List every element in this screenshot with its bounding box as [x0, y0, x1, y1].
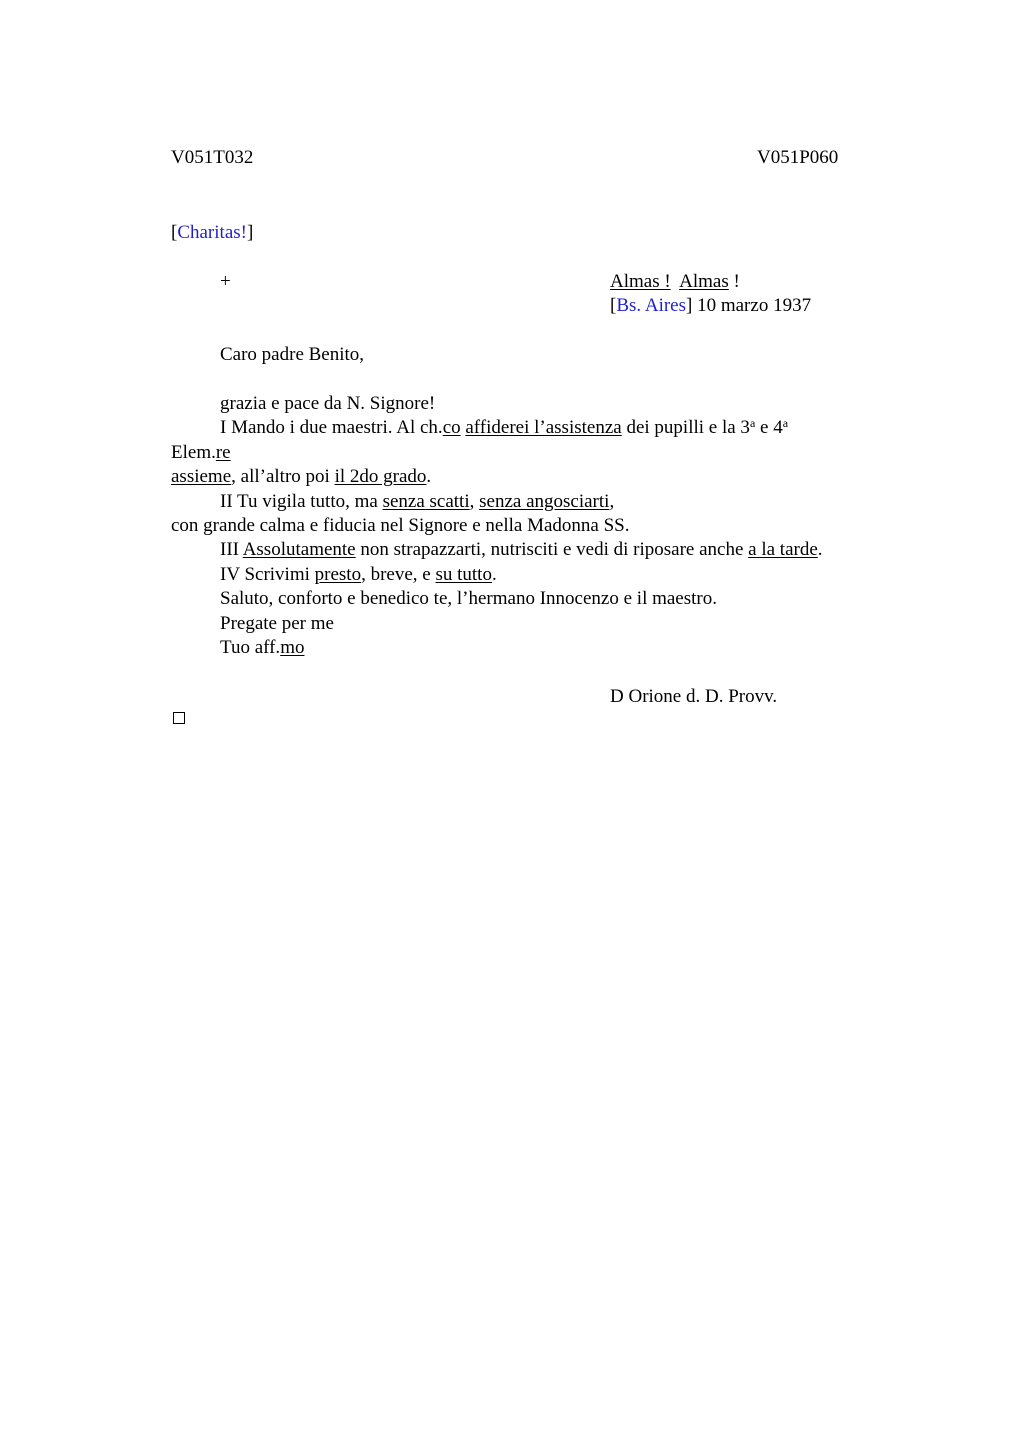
motto	[171, 221, 253, 245]
pray-line: Pregate per me	[220, 613, 334, 634]
signature: D Orione d. D. Provv.	[610, 686, 778, 707]
blessing-line: Saluto, conforto e benedico te, l’hermano Innocenzo e il maestro.	[220, 588, 717, 609]
letter-date: 10 marzo 1937	[692, 295, 812, 316]
paragraph-2-line-1: II Tu vigila tutto, ma senza scatti, senza angosciarti,	[220, 491, 615, 512]
almas-first: Almas !	[610, 271, 671, 292]
paragraph-3: III Assolutamente non strapazzarti, nutrisciti e vedi di riposare anche a la tarde.	[220, 539, 823, 560]
cross-symbol: +	[220, 271, 231, 292]
greeting: grazia e pace da N. Signore!	[220, 393, 436, 414]
document-code-left: V051T032	[171, 147, 254, 168]
paragraph-1-line-2: Elem.re	[171, 442, 231, 463]
paragraph-2-line-2: con grande calma e fiducia nel Signore e nella Madonna SS.	[171, 515, 630, 536]
almas-heading: Almas ! Almas !	[610, 271, 740, 292]
place-name: Bs. Aires	[616, 295, 687, 316]
salutation: Caro padre Benito,	[220, 344, 365, 365]
document-code-right: V051P060	[757, 147, 839, 168]
almas-second: Almas	[679, 271, 729, 292]
paragraph-4: IV Scrivimi presto, breve, e su tutto.	[220, 564, 497, 585]
place-date: [Bs. Aires] 10 marzo 1937	[610, 295, 812, 316]
paragraph-1-line-3: assieme, all’altro poi il 2do grado.	[171, 466, 432, 487]
end-marker-box-icon	[173, 712, 185, 724]
paragraph-1-line-1: I Mando i due maestri. Al ch.co affiderei l’assistenza dei pupilli e la 3$^a$ e 4$^a$	[220, 416, 789, 438]
closing-line: Tuo aff.mo	[220, 637, 305, 658]
motto-text: Charitas!	[177, 222, 247, 243]
motto-bracket-close: ]	[246, 222, 254, 243]
motto-bracket-open: [	[171, 222, 178, 243]
